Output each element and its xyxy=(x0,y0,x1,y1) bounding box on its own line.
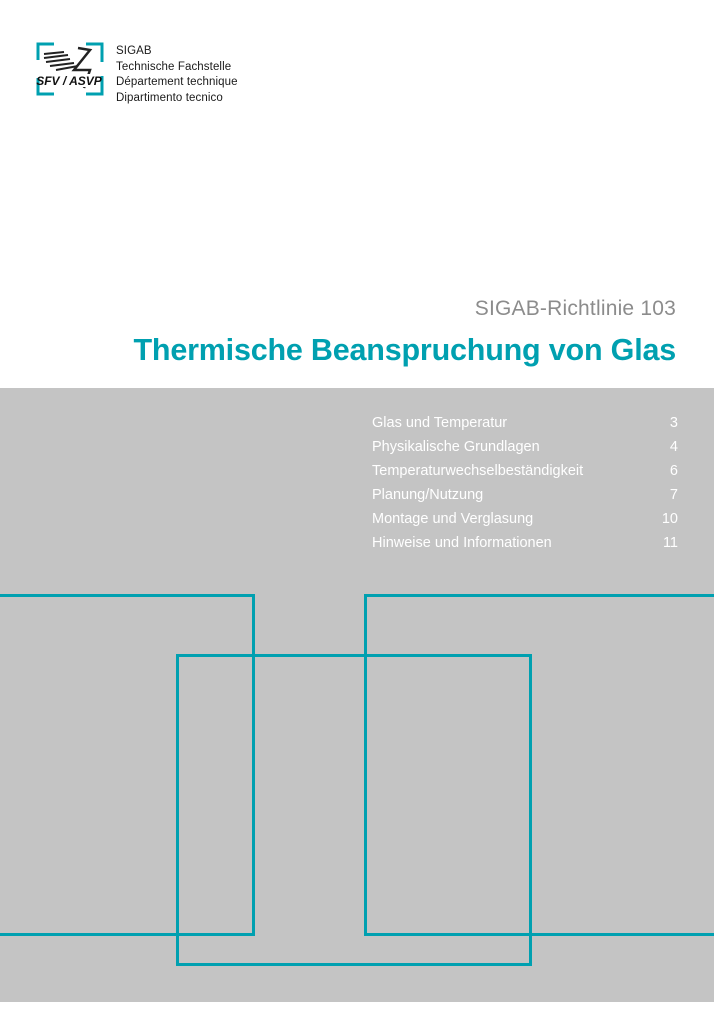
logo-line-1: SIGAB xyxy=(116,45,152,57)
cover-title-area xyxy=(0,296,676,370)
svg-text:SFV / ASVP: SFV / ASVP xyxy=(36,74,102,88)
cover-grey-panel xyxy=(0,388,714,1002)
toc-entry-label: Physikalische Grundlagen xyxy=(372,439,540,455)
toc-entry-label: Montage und Verglasung xyxy=(372,511,534,527)
toc-entry-page: 3 xyxy=(669,415,678,431)
logo-block xyxy=(34,40,238,106)
toc-entry-page: 4 xyxy=(669,439,678,455)
list-item[interactable] xyxy=(372,531,678,555)
toc-entry-page: 7 xyxy=(669,487,678,503)
sfv-asvp-logo-icon xyxy=(34,40,106,98)
toc-entry-page: 6 xyxy=(669,463,678,479)
logo-text-block xyxy=(116,40,238,106)
logo-line-4: Dipartimento tecnico xyxy=(116,91,223,104)
table-of-contents xyxy=(372,411,678,555)
document-series-label: SIGAB-Richtlinie 103 xyxy=(474,297,676,320)
toc-entry-label: Planung/Nutzung xyxy=(372,487,484,503)
toc-entry-label: Hinweise und Informationen xyxy=(372,535,552,551)
list-item[interactable] xyxy=(372,483,678,507)
logo-line-3: Département technique xyxy=(116,76,238,88)
list-item[interactable] xyxy=(372,435,678,459)
list-item[interactable] xyxy=(372,507,678,531)
toc-entry-page: 10 xyxy=(661,511,678,527)
list-item[interactable] xyxy=(372,459,678,483)
page-title: Thermische Beanspruchung von Glas xyxy=(133,333,676,367)
toc-entry-label: Glas und Temperatur xyxy=(372,415,508,431)
list-item[interactable] xyxy=(372,411,678,435)
toc-entry-label: Temperaturwechselbeständigkeit xyxy=(372,463,584,479)
bottom-margin-strip xyxy=(0,1002,714,1014)
logo-line-2: Technische Fachstelle xyxy=(116,60,232,73)
toc-entry-page: 11 xyxy=(662,535,678,551)
decorative-rectangle-center xyxy=(176,654,532,966)
